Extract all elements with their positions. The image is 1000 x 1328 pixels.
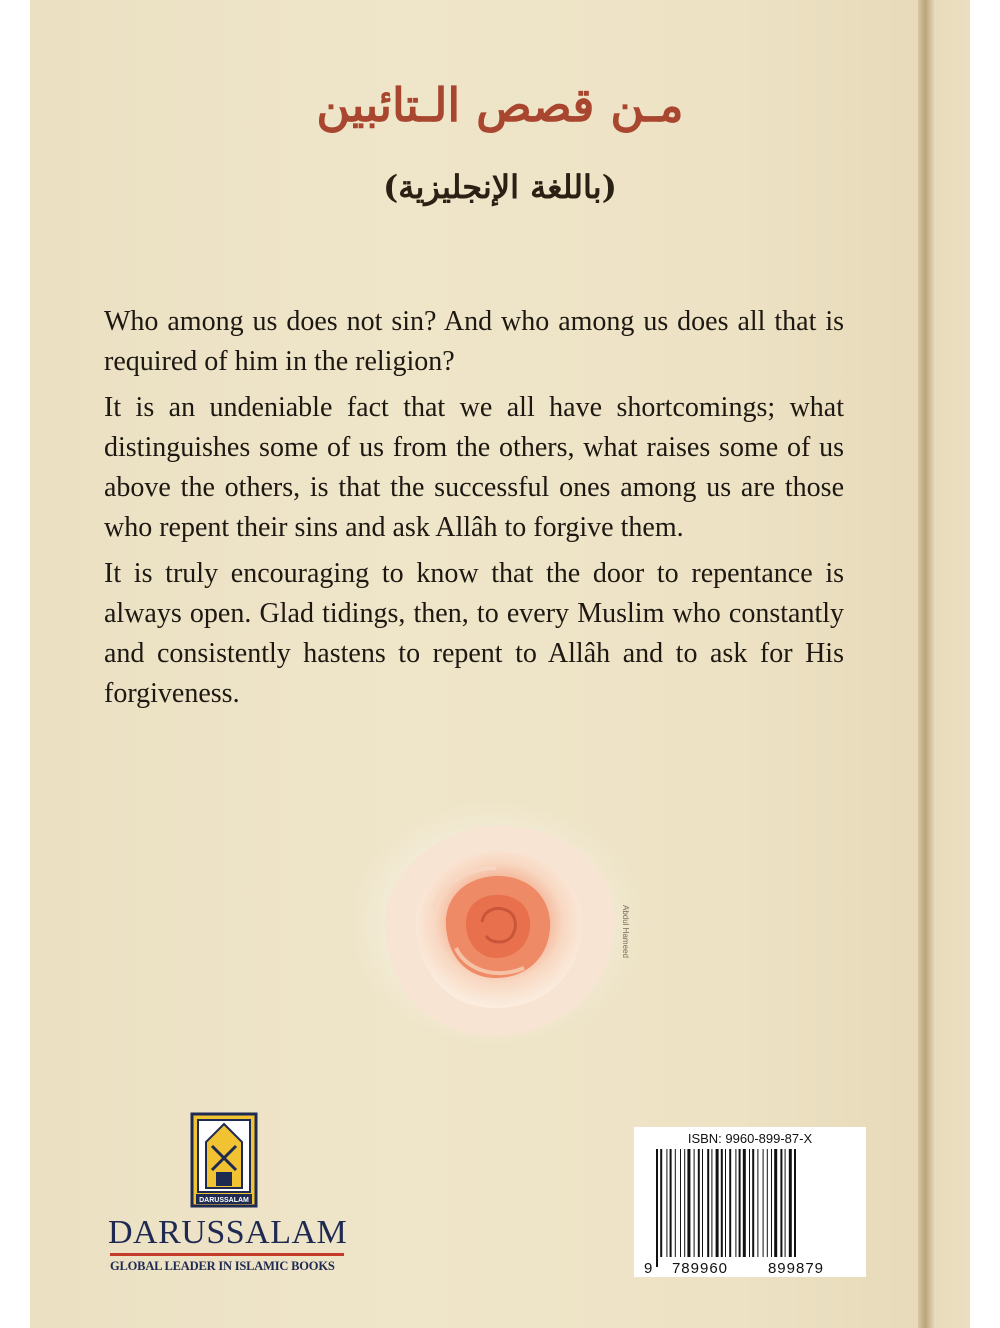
spine-edge (934, 0, 970, 1328)
barcode-bar (698, 1149, 700, 1257)
barcode-bar (780, 1149, 782, 1257)
barcode-bar (660, 1149, 662, 1267)
back-cover-blurb (104, 302, 844, 720)
barcode-digits-left: 789960 (671, 1260, 729, 1275)
logo-text: DARUSSALAM (199, 1197, 249, 1204)
blurb-paragraph-3: It is truly encouraging to know that the door to repentance is always open. Glad tidings, then, to every Muslim who constantly and consistently hastens to repent to Allâh and to ask for His forgiveness. (104, 558, 844, 709)
barcode-bar (794, 1149, 796, 1267)
barcode-bar (729, 1149, 731, 1267)
barcode-bar (763, 1149, 764, 1257)
barcode-bar (721, 1149, 723, 1257)
barcode-bar (757, 1149, 758, 1257)
isbn-label: ISBN: 9960-899-87-X (687, 1131, 813, 1146)
barcode-digit-lead: 9 (644, 1260, 653, 1275)
barcode-bar (752, 1149, 754, 1257)
barcode-bar (743, 1149, 746, 1257)
barcode-digits-right: 899879 (767, 1260, 825, 1275)
barcode-panel (634, 1127, 866, 1277)
barcode-bar (666, 1149, 667, 1257)
book-back-cover (30, 0, 970, 1328)
barcode-bar (749, 1149, 750, 1257)
blurb-paragraph-1: Who among us does not sin? And who among us does all that is required of him in the religion? (104, 306, 844, 377)
barcode-bar (767, 1149, 768, 1257)
barcode-bar (716, 1149, 719, 1257)
barcode-bar (735, 1149, 736, 1257)
barcode-bar (711, 1149, 712, 1257)
barcode-bar (739, 1149, 741, 1257)
barcode-bar (707, 1149, 709, 1257)
publisher-tagline: GLOBAL LEADER IN ISLAMIC BOOKS (110, 1259, 335, 1273)
publisher-name: DARUSSALAM (108, 1214, 348, 1251)
barcode-bar (774, 1149, 777, 1257)
rose-illustration (346, 798, 646, 1048)
spine-fold (918, 0, 934, 1328)
image-credit: Abdul Hameed (621, 905, 630, 958)
publisher-rule (110, 1253, 344, 1256)
barcode-bar (789, 1149, 792, 1257)
barcode-bar (785, 1149, 786, 1257)
arabic-subtitle: (باللغة الإنجليزية) (383, 168, 617, 206)
barcode-bar (694, 1149, 695, 1257)
barcode-bar (656, 1149, 658, 1267)
barcode-bar (680, 1149, 681, 1257)
arabic-title: مـن قصص الـتائبين (316, 78, 684, 132)
barcode-bar (684, 1149, 685, 1257)
barcode-bar (687, 1149, 690, 1257)
blurb-paragraph-2: It is an undeniable fact that we all have shortcomings; what distinguishes some of us from the others, what raises some of us above the others, is that the successful ones among us are those who repent their sins and ask Allâh to forgive them. (104, 392, 844, 543)
barcode-bar (725, 1149, 726, 1267)
barcode-icon (644, 1149, 856, 1275)
barcode-bar (771, 1149, 772, 1257)
barcode-bar (702, 1149, 703, 1257)
barcode-bar (670, 1149, 672, 1257)
barcode-bars (656, 1149, 796, 1267)
barcode-bar (675, 1149, 676, 1257)
darussalam-logo-icon (190, 1112, 258, 1208)
